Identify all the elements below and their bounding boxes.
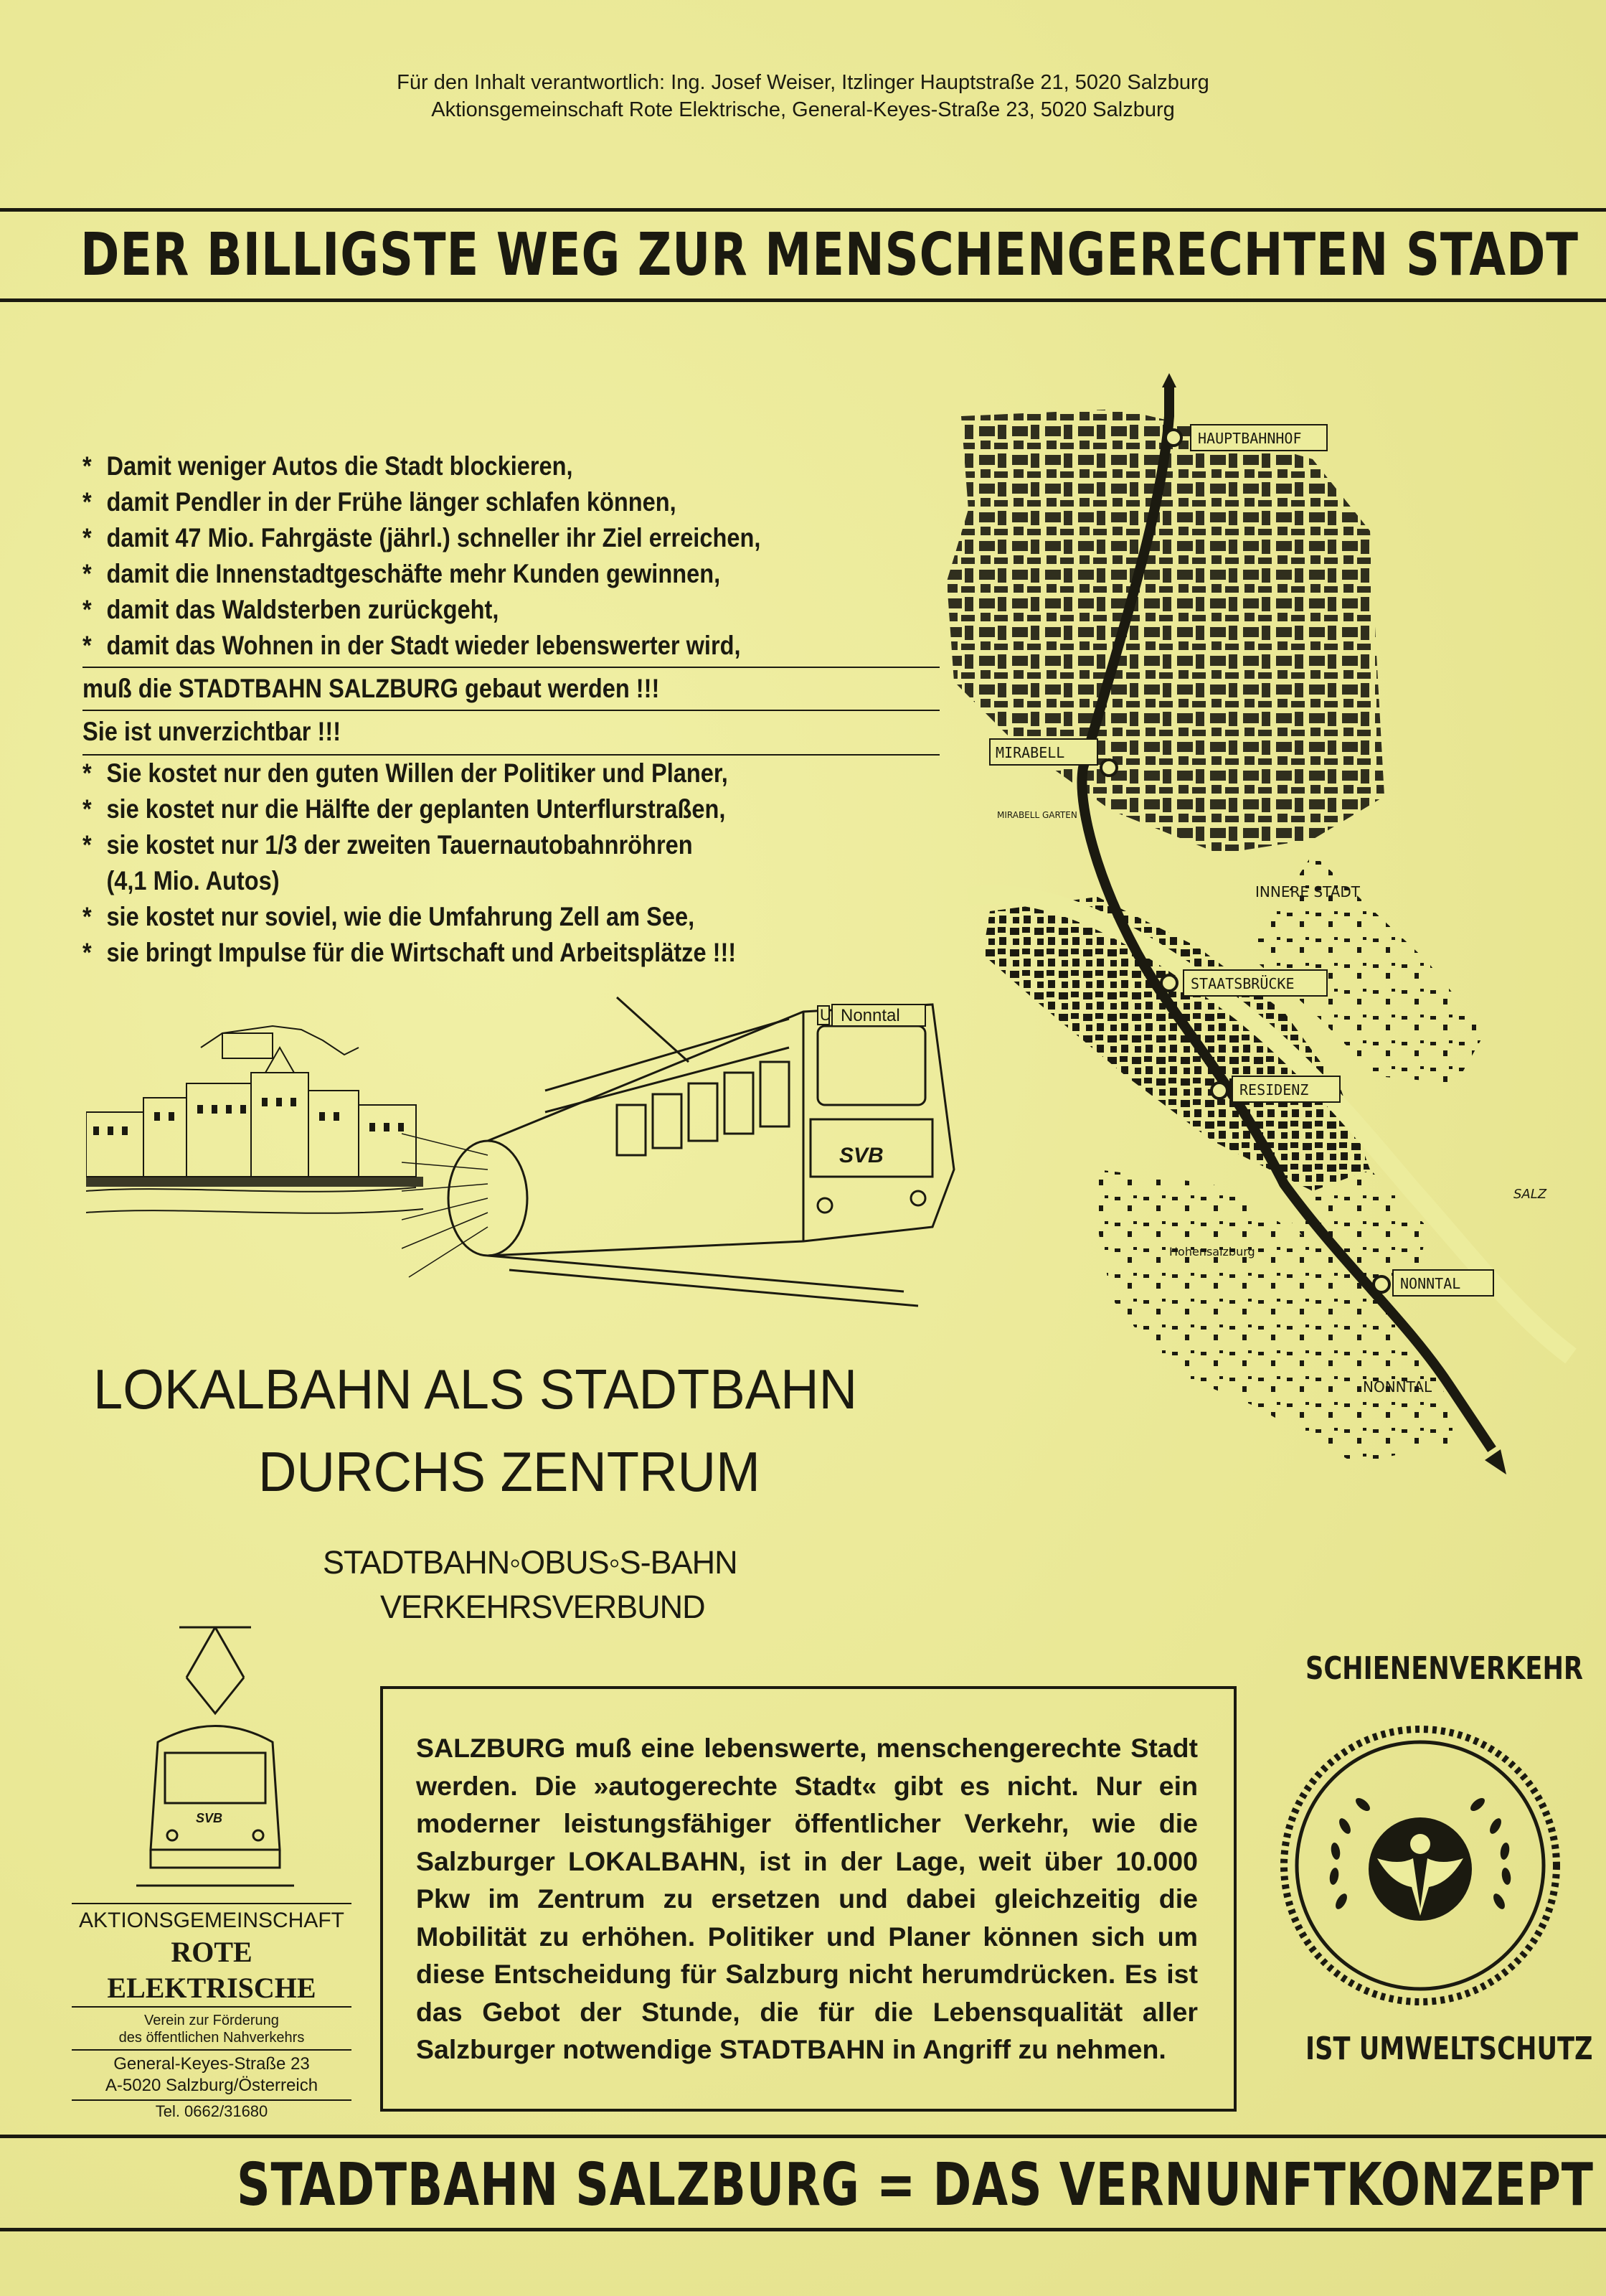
seal-figure-head xyxy=(1410,1834,1430,1854)
must-build-row xyxy=(82,667,940,707)
headlight-icon xyxy=(167,1830,177,1840)
line-number: U xyxy=(820,1006,831,1024)
train-window xyxy=(724,1073,753,1134)
reason-text: damit das Waldsterben zurückgeht, xyxy=(106,595,499,624)
seal-bottom-label-wrap xyxy=(1277,2031,1593,2067)
bullet-star: * xyxy=(82,631,92,660)
destination-name: Nonntal xyxy=(841,1006,900,1025)
indispensable-row xyxy=(82,710,940,756)
org-description-1: Verein zur Förderung xyxy=(144,2013,279,2028)
statement-text: SALZBURG muß eine lebenswerte, menschengerechte Stadt werden. Die »autogerechte Stadt« gibt es nicht. Nur ein moderner leistungsfähiger öffentlicher Verkehr, wie die Salzburger LOKALBAHN, ist in der Lage, weit über 10.000 Pkw im Zentrum zu ersetzen und dabei gleichzeitig die Mobilität zu erhöhen. Politiker und Planer können sich um diese Entscheidung für Salzburg nicht herumdrücken. Es ist das Gebot der Stunde, die für die Lebensqualität aller Salzburger notwendige STADTBAHN in Angriff zu nehmen. xyxy=(416,1733,1198,2064)
bullet-star: * xyxy=(82,595,92,624)
station-marker xyxy=(1211,1083,1227,1098)
org-name-line-1: AKTIONSGEMEINSCHAFT xyxy=(72,1903,351,1934)
station-marker xyxy=(1101,760,1117,776)
station-label-mirabell: MIRABELL xyxy=(996,744,1065,761)
riverbank xyxy=(86,1187,416,1192)
train-logo-svb: SVB xyxy=(839,1144,884,1167)
cost-text: sie kostet nur die Hälfte der geplanten Unterflurstraßen, xyxy=(106,794,726,824)
station-marker xyxy=(1374,1276,1389,1292)
cost-item xyxy=(82,827,840,863)
indispensable-statement: Sie ist unverzichtbar !!! xyxy=(82,717,341,746)
area-label-mirabell-garten: MIRABELL GARTEN xyxy=(997,810,1077,820)
bullet-star: * xyxy=(82,830,92,860)
imprint-line-1: Für den Inhalt verantwortlich: Ing. Josef Weiser, Itzlinger Hauptstraße 21, 5020 Salzburg xyxy=(397,71,1209,94)
reason-item xyxy=(82,448,840,484)
imprint xyxy=(0,69,1606,123)
org-name-line-2: ROTE ELEKTRISCHE xyxy=(72,1934,351,2008)
rails xyxy=(488,1256,918,1306)
station-label-hauptbahnhof: HAUPTBAHNHOF xyxy=(1198,430,1302,447)
church-dome xyxy=(265,1048,294,1073)
reason-item xyxy=(82,556,840,592)
seal-top-label: SCHIENENVERKEHR xyxy=(1305,1650,1584,1687)
tram-skirt xyxy=(151,1850,280,1868)
cost-item xyxy=(82,935,840,971)
station-marker xyxy=(1166,430,1181,446)
bullet-star: * xyxy=(82,794,92,824)
imprint-line-2: Aktionsgemeinschaft Rote Elektrische, General-Keyes-Straße 23, 5020 Salzburg xyxy=(431,98,1175,121)
river-label: SALZ xyxy=(1513,1187,1547,1202)
south-arrow-icon xyxy=(1485,1449,1506,1474)
building xyxy=(143,1098,186,1177)
tram-logo-svb: SVB xyxy=(196,1811,223,1825)
headlight-icon xyxy=(911,1191,925,1205)
reason-item xyxy=(82,484,840,520)
bullet-star: * xyxy=(82,451,92,481)
cost-note-text: (4,1 Mio. Autos) xyxy=(106,866,280,895)
seal-emblem-disc xyxy=(1369,1817,1472,1921)
subtitle-line-1: STADTBAHN◦OBUS◦S-BAHN xyxy=(323,1544,737,1581)
building xyxy=(186,1083,251,1177)
bullet-star: * xyxy=(82,523,92,552)
fortress-outline xyxy=(201,1026,359,1055)
tram-windshield xyxy=(165,1753,265,1803)
org-phone: Tel. 0662/31680 xyxy=(155,2102,268,2120)
train-windshield xyxy=(818,1026,925,1105)
north-arrow-icon xyxy=(1162,373,1176,387)
org-address-2: A-5020 Salzburg/Österreich xyxy=(72,2075,351,2101)
train-window xyxy=(617,1105,646,1155)
pantograph xyxy=(617,997,689,1062)
station-label-nonntal: NONNTAL xyxy=(1400,1275,1461,1292)
bullet-star: * xyxy=(82,758,92,788)
main-title-line-2: DURCHS ZENTRUM xyxy=(258,1440,760,1503)
area-label-hohensalzburg: Hohensalzburg xyxy=(1169,1245,1255,1258)
cost-note xyxy=(82,863,840,899)
bottom-rule-2 xyxy=(0,2228,1606,2231)
water-line xyxy=(86,1209,423,1213)
city-map xyxy=(911,366,1578,1514)
cost-item xyxy=(82,756,840,791)
org-description-2: des öffentlichen Nahverkehrs xyxy=(72,2029,351,2051)
cost-text: Sie kostet nur den guten Willen der Politiker und Planer, xyxy=(106,758,728,788)
station-marker xyxy=(1161,975,1177,991)
station-label-staatsbruecke: STAATSBRÜCKE xyxy=(1191,975,1295,992)
top-rule-1 xyxy=(0,208,1606,212)
environment-seal xyxy=(1277,1722,1564,2009)
reason-text: Damit weniger Autos die Stadt blockieren, xyxy=(106,451,573,481)
reason-item xyxy=(82,628,840,664)
reason-text: damit Pendler in der Frühe länger schlafen können, xyxy=(106,487,676,517)
org-address-1: General-Keyes-Straße 23 xyxy=(113,2054,310,2074)
argument-list xyxy=(82,448,943,971)
building xyxy=(251,1073,308,1177)
area-label-innere-stadt: INNERE STADT xyxy=(1255,883,1361,900)
headlight-icon xyxy=(253,1830,263,1840)
building xyxy=(86,1112,143,1177)
organisation-block xyxy=(72,1903,351,2122)
top-rule-2 xyxy=(0,298,1606,302)
bullet-star: * xyxy=(82,902,92,931)
cost-text: sie kostet nur 1/3 der zweiten Tauernautobahnröhren xyxy=(106,830,693,860)
must-build-statement: muß die STADTBAHN SALZBURG gebaut werden !!! xyxy=(82,674,660,703)
cost-text: sie kostet nur soviel, wie die Umfahrung Zell am See, xyxy=(106,902,695,931)
cost-item xyxy=(82,791,840,827)
tram-logo xyxy=(136,1620,294,1893)
subtitle-line-2: VERKEHRSVERBUND xyxy=(380,1589,705,1625)
headlight-icon xyxy=(818,1198,832,1213)
train-illustration xyxy=(402,990,1004,1320)
footer-slogan: STADTBAHN SALZBURG = DAS VERNUNFTKONZEPT xyxy=(237,2151,1594,2219)
building xyxy=(308,1091,359,1177)
bullet-star: * xyxy=(82,559,92,588)
bullet-star: * xyxy=(82,487,92,517)
reason-text: damit die Innenstadtgeschäfte mehr Kunden gewinnen, xyxy=(106,559,721,588)
tram-pantograph xyxy=(179,1627,251,1713)
reason-text: damit das Wohnen in der Stadt wieder lebenswerter wird, xyxy=(106,631,741,660)
train-window xyxy=(760,1062,789,1126)
cost-item xyxy=(82,899,840,935)
headline: DER BILLIGSTE WEG ZUR MENSCHENGERECHTEN STADT xyxy=(80,221,1579,289)
train-window xyxy=(689,1083,717,1141)
train-body xyxy=(488,1004,954,1256)
reason-text: damit 47 Mio. Fahrgäste (jährl.) schneller ihr Ziel erreichen, xyxy=(106,523,761,552)
bullet-star: * xyxy=(82,938,92,967)
main-title-line-1: LOKALBAHN ALS STADTBAHN xyxy=(93,1358,858,1421)
area-label-nonntal: NONNTAL xyxy=(1363,1378,1432,1396)
seal-top-label-wrap xyxy=(1277,1650,1584,1687)
reason-item xyxy=(82,520,840,556)
train-window xyxy=(653,1094,681,1148)
bottom-rule-1 xyxy=(0,2135,1606,2138)
reason-item xyxy=(82,592,840,628)
fortress-wall xyxy=(222,1033,273,1058)
station-label-residenz: RESIDENZ xyxy=(1239,1081,1309,1098)
cost-text: sie bringt Impulse für die Wirtschaft und Arbeitsplätze !!! xyxy=(106,938,737,967)
seal-bottom-label: IST UMWELTSCHUTZ xyxy=(1305,2031,1593,2067)
